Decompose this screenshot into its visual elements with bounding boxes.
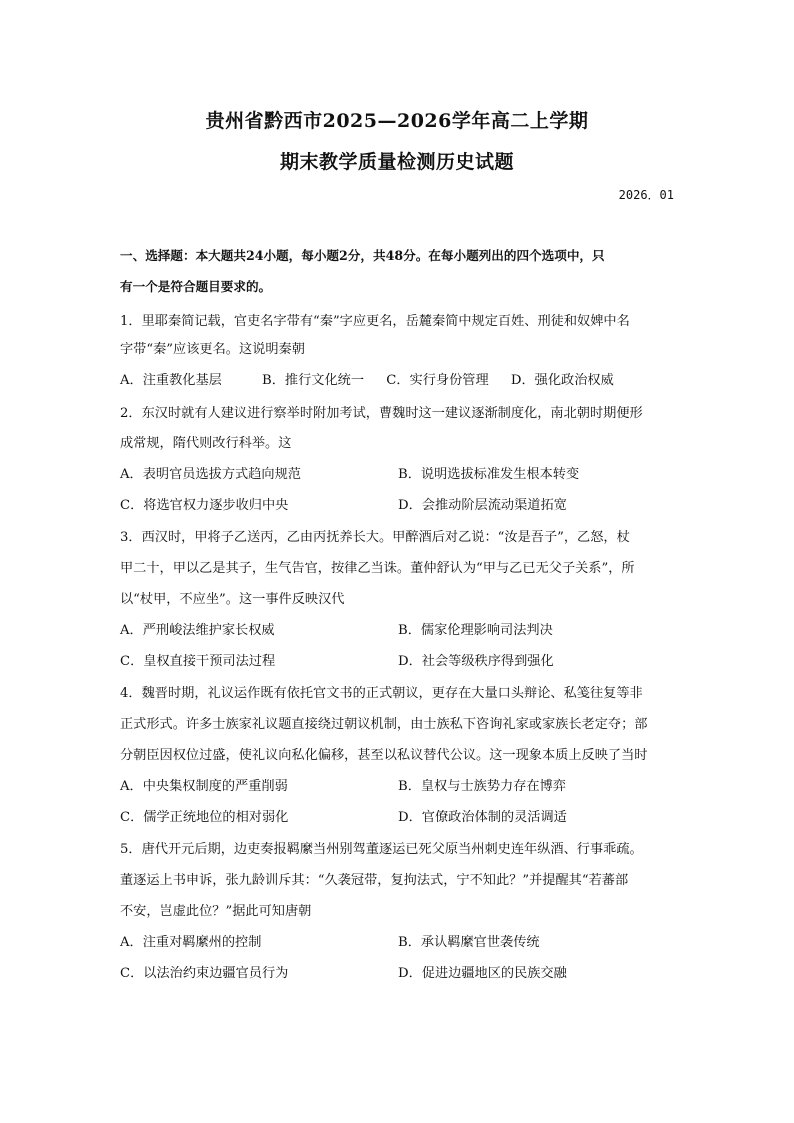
question-1-line1: 1．里耶秦简记载，官吏名字带有“秦”字应更名，岳麓秦简中规定百姓、刑徒和奴婢中名	[120, 314, 630, 329]
question-2-line1: 2．东汉时就有人建议进行察举时附加考试，曹魏时这一建议逐渐制度化，南北朝时期便形	[120, 406, 643, 421]
question-4-option-d[interactable]: D．官僚政治体制的灵活调适	[398, 810, 567, 825]
question-3-option-b[interactable]: B．儒家伦理影响司法判决	[398, 623, 553, 638]
question-3-line2: 甲二十，甲以乙是其子，生气告官，按律乙当诛。董仲舒认为“甲与乙已无父子关系”，所	[120, 561, 635, 576]
question-2-option-c[interactable]: C．将选官权力逐步收归中央	[120, 498, 289, 513]
question-1-options	[120, 371, 614, 391]
question-1-option-b[interactable]: B．推行文化统一	[262, 373, 365, 388]
question-3-option-a[interactable]: A．严刑峻法维护家长权威	[120, 623, 275, 638]
question-4-line3: 分朝臣因权位过盛，使礼议向私化偏移，甚至以私议替代公议。这一现象本质上反映了当时	[120, 748, 648, 763]
question-1-line2: 字带“秦”应该更名。这说明秦朝	[120, 342, 305, 357]
question-2-option-a[interactable]: A．表明官员选拔方式趋向规范	[120, 467, 301, 482]
exam-title-line2: 期末教学质量检测历史试题	[279, 151, 514, 173]
question-5-line1: 5．唐代开元后期，边吏奏报羁縻当州别驾董逐运已死父原当州刺史连年纵酒、行事乖疏。	[120, 842, 643, 857]
question-2-option-d[interactable]: D．会推动阶层流动渠道拓宽	[398, 498, 567, 513]
exam-date: 2026．01	[618, 188, 674, 202]
question-1-option-a[interactable]: A．注重教化基层	[120, 373, 222, 388]
question-5-option-b[interactable]: B．承认羁縻官世袭传统	[398, 935, 540, 950]
question-1-option-d[interactable]: D．强化政治权威	[510, 373, 614, 388]
question-5-option-a[interactable]: A．注重对羁縻州的控制	[120, 935, 262, 950]
question-2-line2: 成常规，隋代则改行科举。这	[120, 436, 292, 451]
question-1-option-c[interactable]: C．实行身份管理	[386, 373, 489, 388]
question-3-option-d[interactable]: D．社会等级秩序得到强化	[398, 654, 554, 669]
question-4-option-c[interactable]: C．儒学正统地位的相对弱化	[120, 810, 289, 825]
question-2-option-b[interactable]: B．说明选拔标准发生根本转变	[398, 467, 580, 482]
exam-title-line1: 贵州省黔西市2025—2026学年高二上学期	[205, 110, 589, 132]
question-5-line2: 董逐运上书申诉，张九龄训斥其：“久袭冠带，复拘法式，宁不知此？”并提醒其“若蕃部	[120, 873, 629, 888]
question-5-option-d[interactable]: D．促进边疆地区的民族交融	[398, 966, 567, 981]
question-3-line1: 3．西汉时，甲将子乙送丙，乙由丙抚养长大。甲醉酒后对乙说：“汝是吾子”，乙怒，杖	[120, 530, 630, 545]
question-4-line2: 正式形式。许多士族家礼议题直接绕过朝议机制，由士族私下咨询礼家或家族长老定夺；部	[120, 717, 648, 732]
section-instruction-line2: 有一个是符合题目要求的。	[120, 279, 272, 294]
question-4-option-a[interactable]: A．中央集权制度的严重削弱	[120, 779, 288, 794]
question-4-option-b[interactable]: B．皇权与士族势力存在博弈	[398, 779, 566, 794]
question-5-line3: 不安，岂虚此位？”据此可知唐朝	[120, 904, 312, 919]
question-3-line3: 以“杖甲，不应坐”。这一事件反映汉代	[120, 592, 345, 607]
question-4-line1: 4．魏晋时期，礼议运作既有依托官文书的正式朝议，更存在大量口头辩论、私笺往复等非	[120, 686, 643, 701]
section-instruction-line1: 一、选择题：本大题共24小题，每小题2分，共48分。在每小题列出的四个选项中，只	[120, 248, 605, 263]
question-5-option-c[interactable]: C．以法治约束边疆官员行为	[120, 966, 289, 981]
question-3-option-c[interactable]: C．皇权直接干预司法过程	[120, 654, 276, 669]
